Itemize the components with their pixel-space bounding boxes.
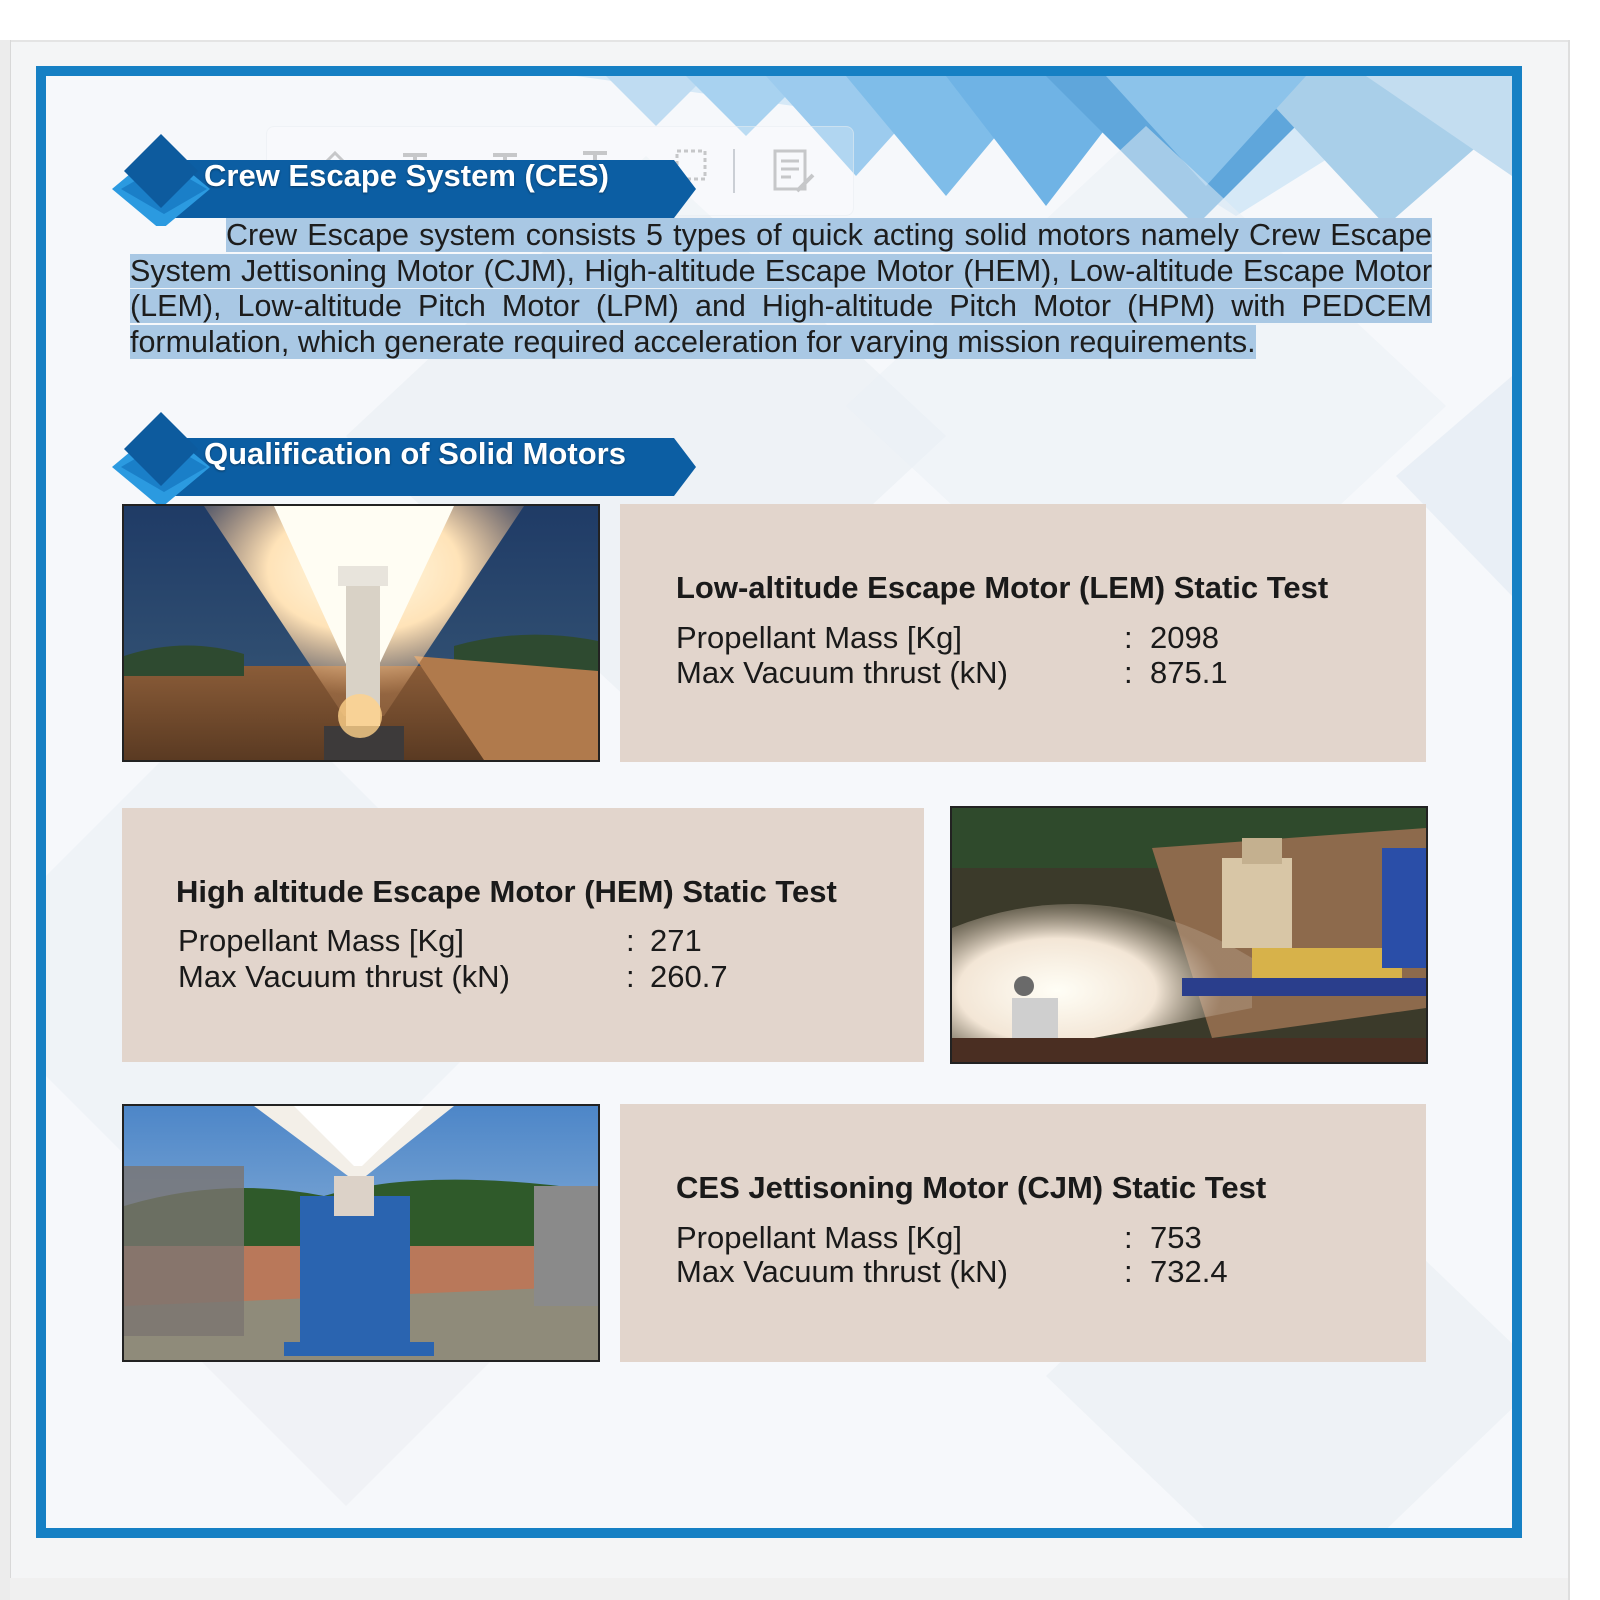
cjm-test-photo (122, 1104, 600, 1362)
selected-text[interactable]: Crew Escape system consists 5 types of quick acting solid motors namely Crew Escape System Jettisoning Motor (CJM), High-altitude Escape Motor (HEM), Low-altitude Escape Motor (LEM), Low-altitude Pitch Motor (LPM) and High-altitude Pitch Motor (HPM) with PEDCEM formulation, which generate required acceleration for varying mission requirements. (130, 218, 1432, 359)
hem-test-panel (122, 808, 924, 1062)
spec-label: Max Vacuum thrust (kN) (178, 959, 510, 994)
viewer-bottom-gutter (10, 1578, 1568, 1600)
lem-test-photo (122, 504, 600, 762)
spec-separator: : (1124, 620, 1133, 655)
section-title-ces: Crew Escape System (CES) (204, 158, 609, 193)
lem-test-panel (620, 504, 1426, 762)
spec-separator: : (1124, 1254, 1133, 1289)
spec-value: 260.7 (650, 959, 728, 994)
hem-test-photo (950, 806, 1428, 1064)
spec-value: 271 (650, 923, 702, 958)
lem-test-title: Low-altitude Escape Motor (LEM) Static Test (676, 570, 1329, 605)
comment-edit-icon (763, 141, 823, 201)
section-banner-qualification (86, 404, 706, 504)
hem-test-title: High altitude Escape Motor (HEM) Static Test (176, 874, 837, 909)
viewer-top-bar (0, 0, 1600, 42)
toolbar-separator (733, 149, 735, 193)
viewer-left-gutter (0, 40, 11, 1600)
spec-separator: : (626, 923, 635, 958)
spec-separator: : (626, 959, 635, 994)
document-page (36, 66, 1522, 1538)
spec-label: Max Vacuum thrust (kN) (676, 655, 1008, 690)
section-banner-ces (86, 126, 706, 226)
ces-description (130, 218, 1432, 360)
spec-separator: : (1124, 1220, 1133, 1255)
spec-label: Propellant Mass [Kg] (676, 1220, 963, 1255)
viewer-scrollbar[interactable] (1568, 40, 1600, 1600)
spec-label: Propellant Mass [Kg] (178, 923, 465, 958)
comment-edit-tool-button[interactable] (763, 141, 823, 201)
cjm-test-panel (620, 1104, 1426, 1362)
spec-value: 753 (1150, 1220, 1202, 1255)
section-title-qualification: Qualification of Solid Motors (204, 436, 626, 471)
spec-separator: : (1124, 655, 1133, 690)
cjm-test-title: CES Jettisoning Motor (CJM) Static Test (676, 1170, 1267, 1205)
spec-value: 732.4 (1150, 1254, 1228, 1289)
spec-label: Propellant Mass [Kg] (676, 620, 963, 655)
spec-value: 2098 (1150, 620, 1219, 655)
spec-label: Max Vacuum thrust (kN) (676, 1254, 1008, 1289)
spec-value: 875.1 (1150, 655, 1228, 690)
